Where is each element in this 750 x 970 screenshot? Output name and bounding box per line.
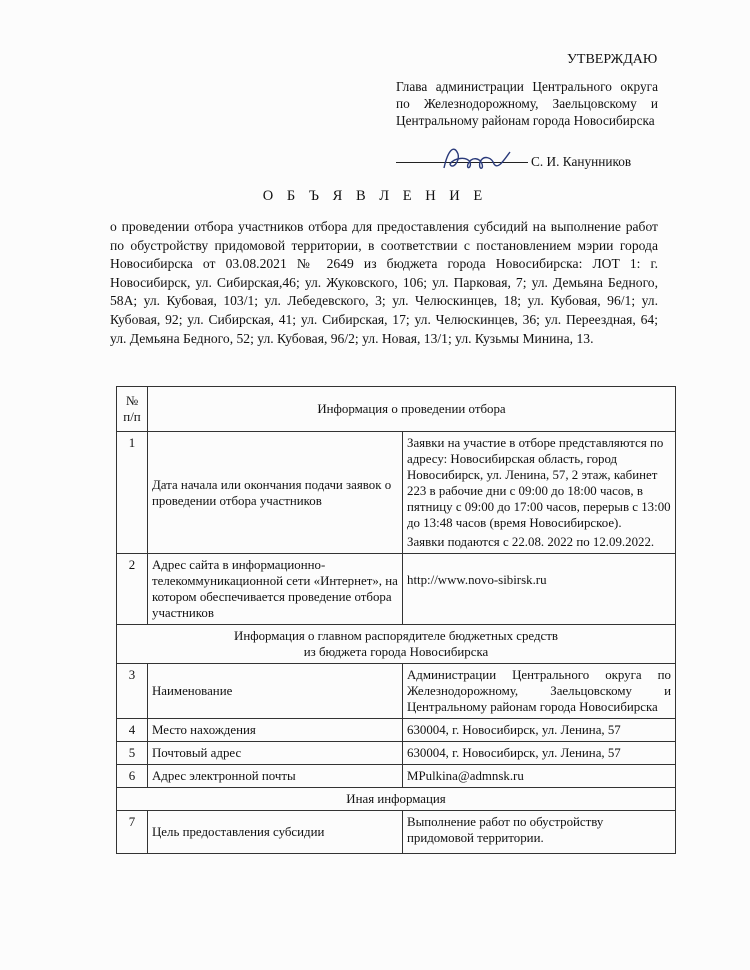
- section-title-line: из бюджета города Новосибирска: [303, 645, 489, 659]
- official-position: Глава администрации Центрального округа по Железнодорожному, Заельцовскому и Центральному районам города Новосибирска: [396, 79, 658, 128]
- email-value: MPulkina@admnsk.ru: [403, 765, 676, 788]
- row-number: 5: [117, 742, 148, 765]
- row-value: 630004, г. Новосибирск, ул. Ленина, 57: [403, 742, 676, 765]
- row-label: Место нахождения: [148, 719, 403, 742]
- row-label: Адрес сайта в информационно-телекоммуникационной сети «Интернет», на котором обеспечивается проведение отбора участников: [148, 554, 403, 625]
- signer-name: С. И. Канунников: [531, 154, 632, 169]
- submission-address: Заявки на участие в отборе представляются по адресу: Новосибирская область, город Новосибирск, ул. Ленина, 57, 2 этаж, кабинет 223 в рабочие дни с 09:00 до 18:00 часов, в пятницу с 09:00 до 17:00 часов, перерыв с 13:00 до 13:48 часов (время Новосибирское).: [407, 436, 671, 530]
- table-row: [117, 664, 676, 719]
- section-row: [117, 788, 676, 811]
- row-number: 2: [117, 554, 148, 625]
- handwritten-signature: [440, 140, 520, 176]
- row-value: 630004, г. Новосибирск, ул. Ленина, 57: [403, 719, 676, 742]
- row-number: 4: [117, 719, 148, 742]
- row-label: Цель предоставления субсидии: [148, 811, 403, 854]
- selection-info-table: [116, 386, 676, 854]
- section-header: Информация о проведении отбора: [148, 387, 676, 432]
- row-number: 7: [117, 811, 148, 854]
- table-header-row: [117, 387, 676, 432]
- row-value: Администрации Центрального округа по Железнодорожному, Заельцовскому и Центральному районам города Новосибирска: [403, 664, 676, 719]
- section-title: [117, 625, 676, 664]
- table-row: [117, 554, 676, 625]
- row-value: Выполнение работ по обустройству придомовой территории.: [403, 811, 676, 854]
- table-row: [117, 765, 676, 788]
- row-value: [403, 432, 676, 554]
- document-title: О Б Ъ Я В Л Е Н И Е: [262, 188, 488, 204]
- row-label: Адрес электронной почты: [148, 765, 403, 788]
- table-row: [117, 742, 676, 765]
- row-label: Почтовый адрес: [148, 742, 403, 765]
- col-number-header: № п/п: [117, 387, 148, 432]
- section-row: [117, 625, 676, 664]
- submission-dates: Заявки подаются с 22.08. 2022 по 12.09.2022.: [407, 535, 655, 549]
- table-row: [117, 432, 676, 554]
- table-row: [117, 719, 676, 742]
- row-label: Дата начала или окончания подачи заявок о проведении отбора участников: [148, 432, 403, 554]
- intro-paragraph: о проведении отбора участников отбора для предоставления субсидий на выполнение работ по обустройству придомовой территории, в соответствии с постановлением мэрии города Новосибирска от 03.08.2021 № 2649 из бюджета города Новосибирска: ЛОТ 1: г. Новосибирск, ул. Сибирская,46; ул. Жуковского, 106; ул. Парковая, 7; ул. Демьяна Бедного, 58А; ул. Кубовая, 103/1; ул. Лебедевского, 3; ул. Челюскинцев, 18; ул. Кубовая, 96/1; ул. Кубовая, 92; ул. Сибирская, 41; ул. Сибирская, 17; ул. Челюскинцев, 36; ул. Переездная, 64; ул. Демьяна Бедного, 52; ул. Кубовая, 96/2; ул. Новая, 13/1; ул. Кузьмы Минина, 13.: [110, 219, 658, 346]
- row-label: Наименование: [148, 664, 403, 719]
- table-row: [117, 811, 676, 854]
- row-number: 6: [117, 765, 148, 788]
- website-link[interactable]: http://www.novo-sibirsk.ru: [403, 554, 676, 625]
- section-title-line: Информация о главном распорядителе бюджетных средств: [234, 629, 558, 643]
- section-title: Иная информация: [117, 788, 676, 811]
- approval-heading: УТВЕРЖДАЮ: [567, 52, 658, 67]
- row-number: 1: [117, 432, 148, 554]
- row-number: 3: [117, 664, 148, 719]
